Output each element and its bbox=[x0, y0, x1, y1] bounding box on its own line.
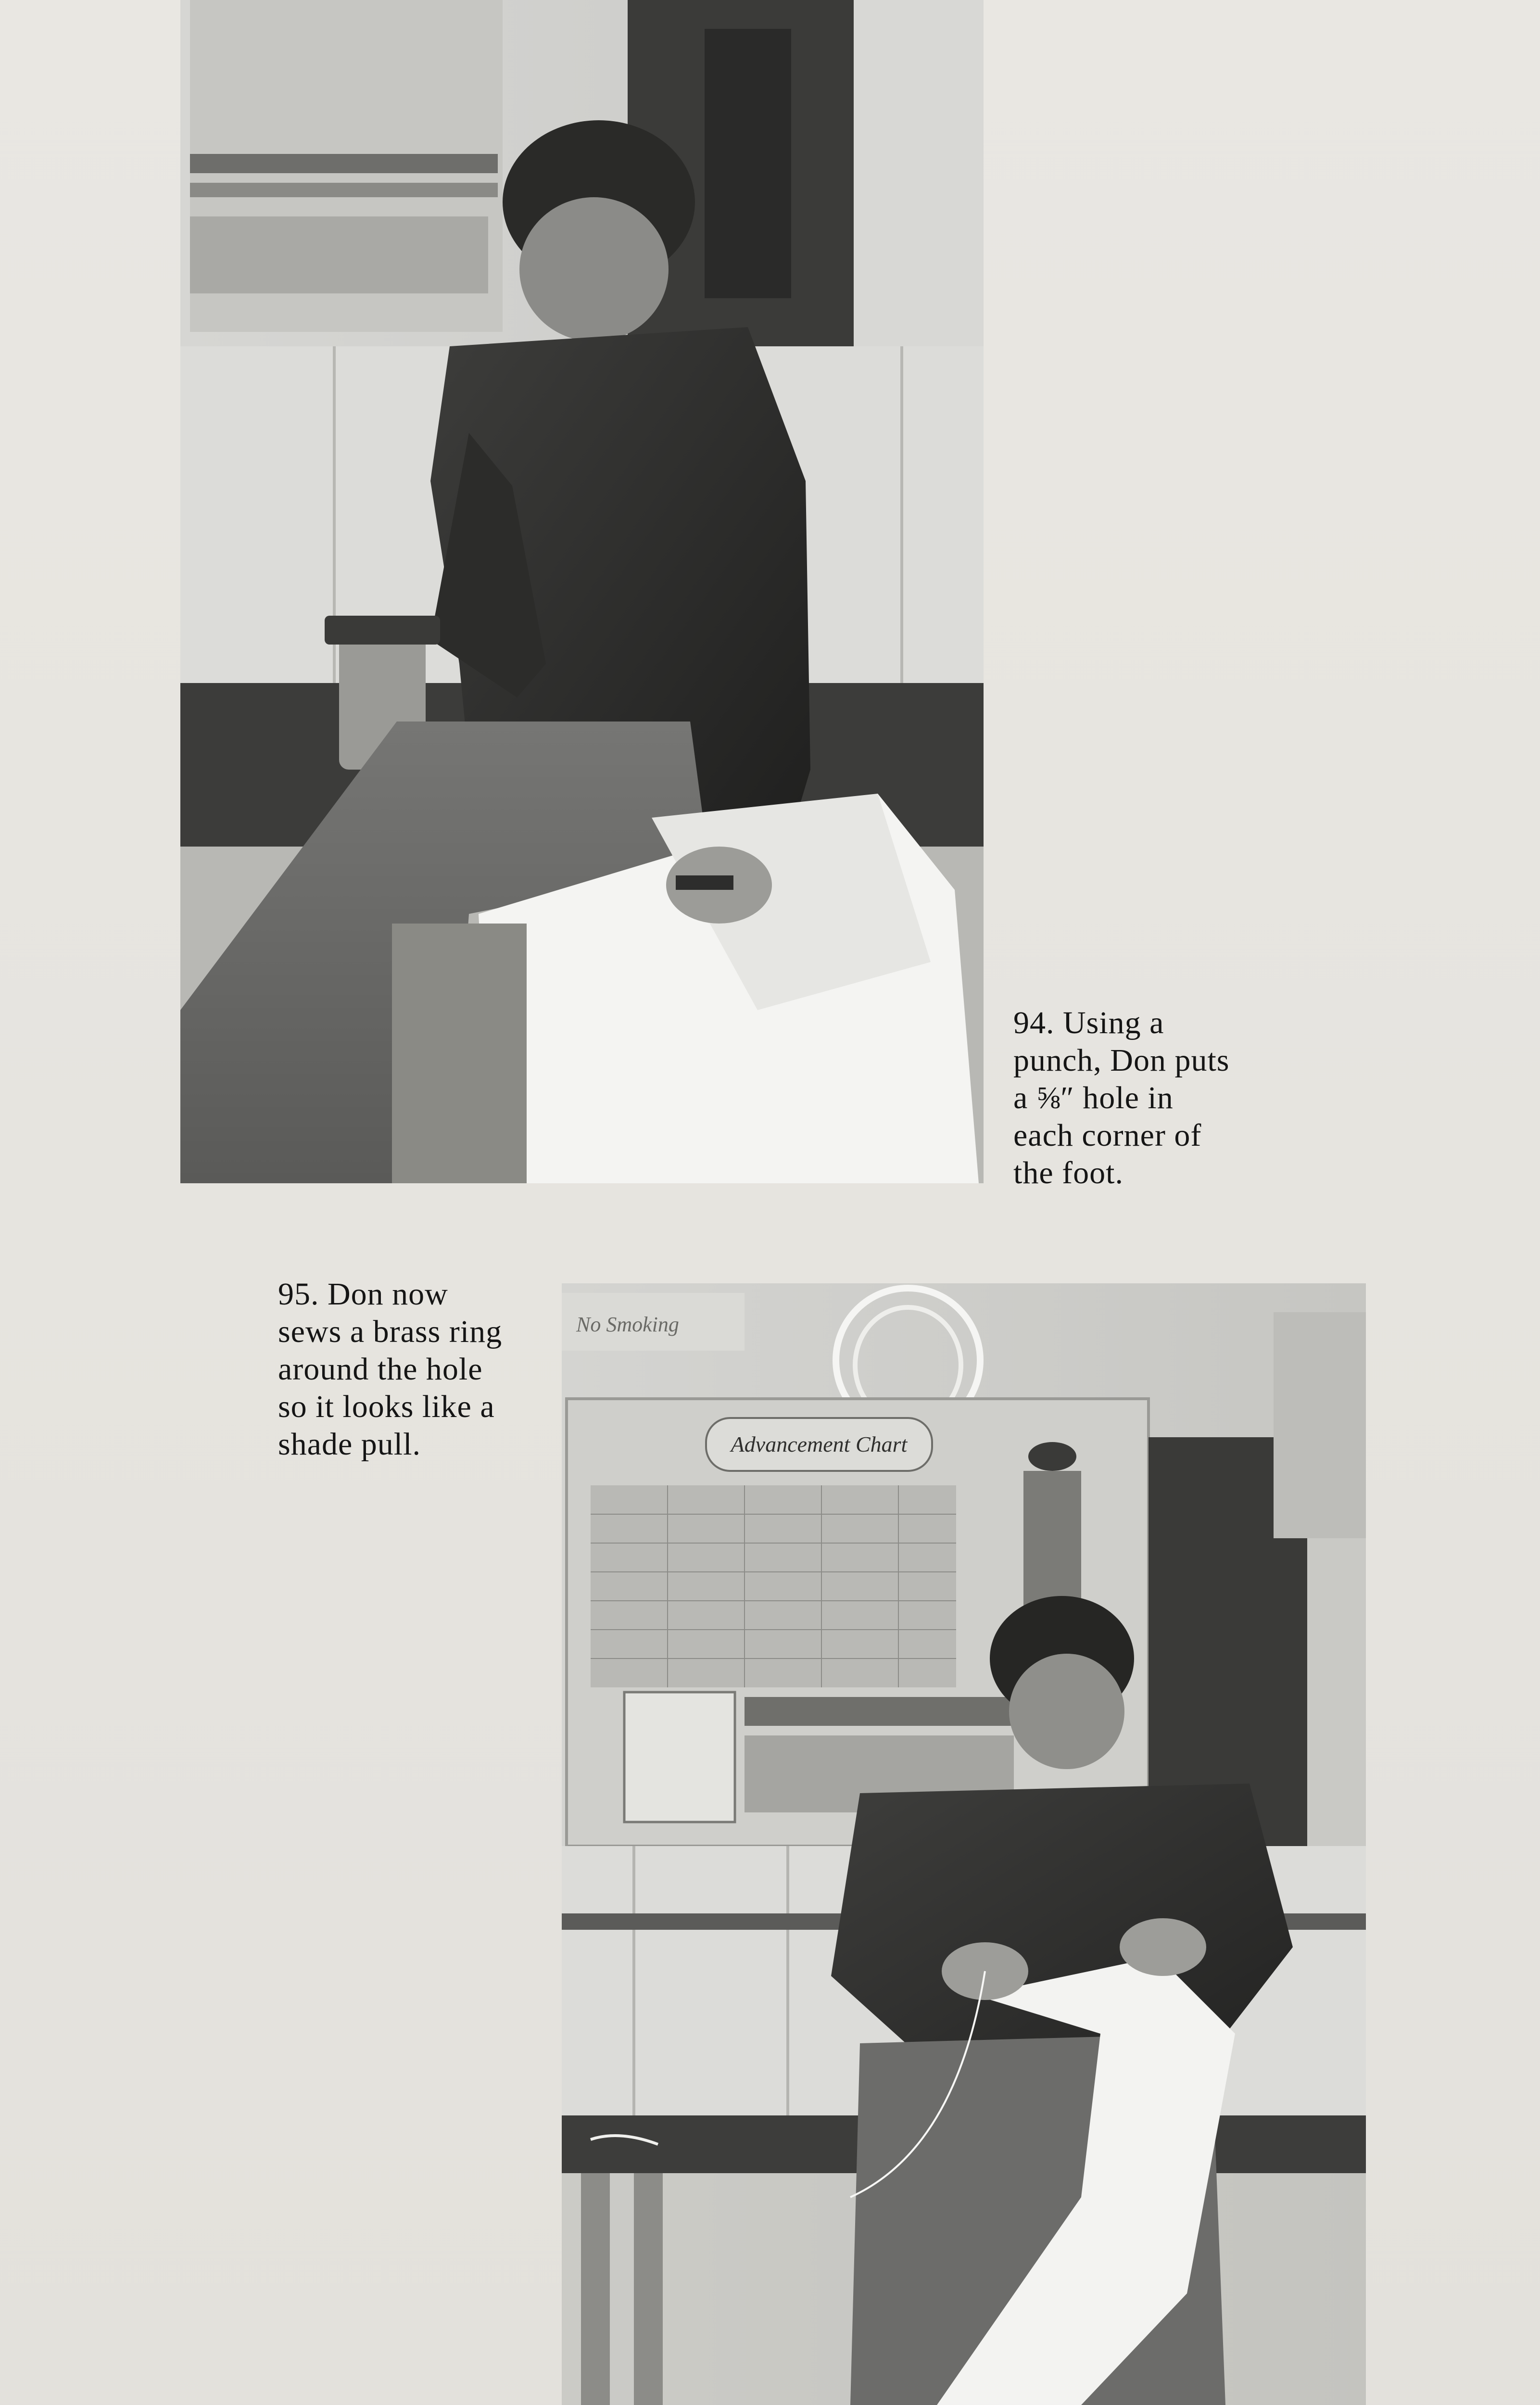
no-smoking-sign: No Smoking bbox=[576, 1313, 679, 1336]
caption-94-line: the foot. bbox=[1013, 1155, 1123, 1190]
caption-94-line: each corner of bbox=[1013, 1118, 1202, 1153]
caption-95-line: around the hole bbox=[278, 1352, 483, 1387]
caption-94-line: a ⅝″ hole in bbox=[1013, 1080, 1174, 1115]
caption-95-line: so it looks like a bbox=[278, 1389, 495, 1424]
caption-94 bbox=[1013, 1004, 1229, 1192]
caption-95-line: 95. Don now bbox=[278, 1277, 448, 1312]
caption-94-line: punch, Don puts bbox=[1013, 1043, 1230, 1078]
caption-95 bbox=[278, 1276, 502, 1463]
photo-94-image bbox=[180, 0, 984, 1183]
caption-95-line: shade pull. bbox=[278, 1427, 421, 1462]
caption-94-line: 94. Using a bbox=[1013, 1005, 1164, 1040]
photo-95-image bbox=[562, 1283, 1366, 2405]
caption-95-line: sews a brass ring bbox=[278, 1314, 503, 1349]
photo-94 bbox=[180, 0, 984, 1183]
advancement-chart-heading: Advancement Chart bbox=[731, 1432, 908, 1456]
photo-95 bbox=[562, 1283, 1366, 2405]
